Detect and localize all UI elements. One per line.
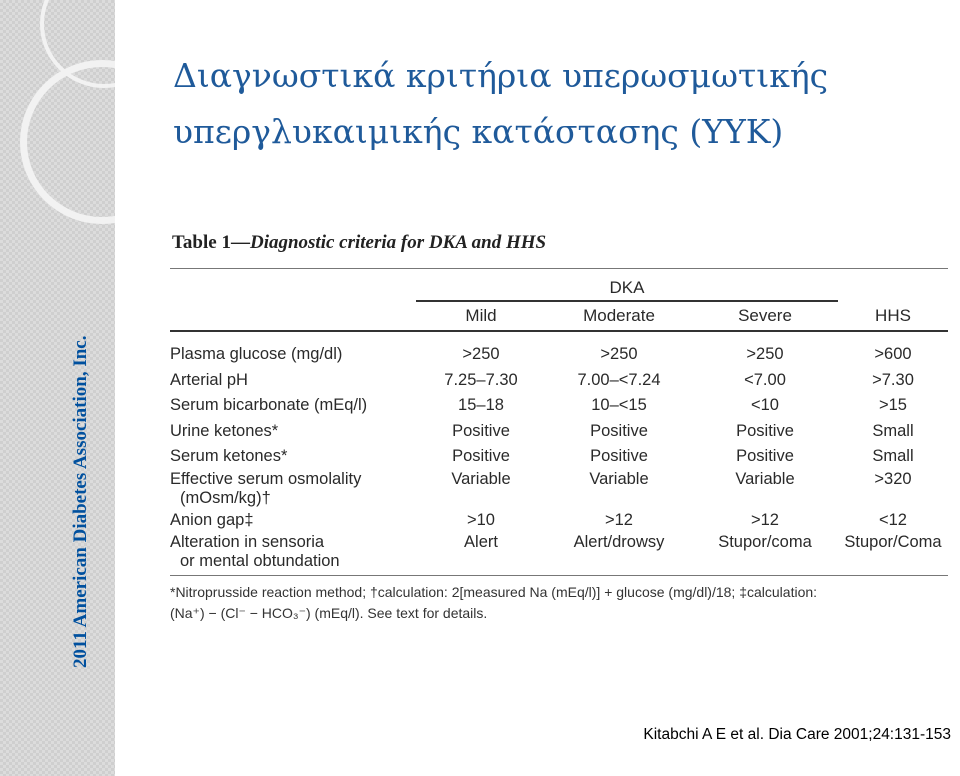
copyright-vertical-text: 2011 American Diabetes Association, Inc. xyxy=(70,335,91,668)
citation: Kitabchi A E et al. Dia Care 2001;24:131-153 xyxy=(643,726,951,743)
table-bottom-rule xyxy=(170,575,948,576)
table-row xyxy=(170,533,948,571)
table-cell: >250 xyxy=(462,345,500,364)
table-cell: Positive xyxy=(452,421,510,440)
table-row xyxy=(170,444,948,470)
row-label-continuation: or mental obtundation xyxy=(180,552,340,570)
table-top-rule xyxy=(170,268,948,269)
row-label-text: Serum bicarbonate (mEq/l) xyxy=(170,396,368,415)
table-row xyxy=(170,342,948,368)
table-cell: >250 xyxy=(746,345,784,364)
table-row xyxy=(170,419,948,445)
table-cell: >320 xyxy=(874,469,912,488)
row-label-text: Serum ketones* xyxy=(170,447,288,466)
slide-title xyxy=(173,48,943,160)
table-cell: 7.25–7.30 xyxy=(444,370,518,389)
empty-cell xyxy=(170,275,416,301)
table-cell: 10–<15 xyxy=(591,396,647,415)
table-row xyxy=(170,393,948,419)
table-cell: Alert/drowsy xyxy=(573,533,665,551)
row-label xyxy=(170,419,416,445)
table-caption-text: Diagnostic criteria for DKA and HHS xyxy=(249,232,547,253)
empty-cell xyxy=(838,275,948,301)
empty-header xyxy=(170,301,416,331)
row-label xyxy=(170,508,416,534)
table-caption xyxy=(172,232,948,254)
table-footnote xyxy=(170,582,948,624)
diagnostic-criteria-table-block xyxy=(170,232,948,624)
slide-title-line1: Διαγνωστικά κριτήρια υπερωσμωτικής xyxy=(173,56,829,95)
footnote-line1: *Nitroprusside reaction method; †calculation: 2[measured Na (mEq/l)] + glucose (mg/dl)/18; ‡calculation: xyxy=(170,584,818,600)
row-label-text: Alteration in sensoria xyxy=(170,533,325,551)
table-cell: Stupor/Coma xyxy=(844,533,942,551)
table-cell: Stupor/coma xyxy=(718,533,812,551)
table-caption-number: Table 1— xyxy=(172,232,250,253)
table-cell: >10 xyxy=(467,510,495,529)
column-header-mild: Mild xyxy=(416,301,546,331)
row-label-continuation: (mOsm/kg)† xyxy=(180,488,271,507)
column-header-hhs: HHS xyxy=(838,301,948,331)
row-label-text: Plasma glucose (mg/dl) xyxy=(170,345,343,364)
column-header-moderate: Moderate xyxy=(546,301,692,331)
table-cell: Alert xyxy=(464,533,498,551)
table-cell: >7.30 xyxy=(872,370,914,389)
decorative-circle xyxy=(40,0,115,88)
table-cell: Variable xyxy=(735,469,795,488)
table-cell: <12 xyxy=(879,510,907,529)
row-label-text: Arterial pH xyxy=(170,370,248,389)
table-cell: Variable xyxy=(451,469,511,488)
slide-title-line2: υπεργλυκαιμικής κατάστασης (ΥΥΚ) xyxy=(173,112,784,151)
criteria-table xyxy=(170,275,948,571)
row-label-text: Anion gap‡ xyxy=(170,510,254,529)
row-label xyxy=(170,342,416,368)
row-label-text: Urine ketones* xyxy=(170,421,279,440)
table-cell: Positive xyxy=(736,447,794,466)
row-label-text: Effective serum osmolality xyxy=(170,469,362,488)
table-row xyxy=(170,368,948,394)
table-cell: Variable xyxy=(589,469,649,488)
row-label xyxy=(170,533,416,571)
table-cell: >12 xyxy=(751,510,779,529)
table-cell: >12 xyxy=(605,510,633,529)
table-cell: <7.00 xyxy=(744,370,786,389)
table-cell: 7.00–<7.24 xyxy=(577,370,661,389)
row-label xyxy=(170,470,416,508)
group-header-dka: DKA xyxy=(416,275,838,301)
spacer-row xyxy=(170,331,948,342)
table-cell: Small xyxy=(872,447,914,466)
table-cell: Small xyxy=(872,421,914,440)
column-header-severe: Severe xyxy=(692,301,838,331)
table-cell: >15 xyxy=(879,396,907,415)
column-header-row xyxy=(170,301,948,331)
table-cell: Positive xyxy=(590,447,648,466)
table-cell: <10 xyxy=(751,396,779,415)
table-cell: Positive xyxy=(736,421,794,440)
group-header-row xyxy=(170,275,948,301)
table-row xyxy=(170,470,948,508)
table-row xyxy=(170,508,948,534)
table-cell: >600 xyxy=(874,345,912,364)
table-cell: Positive xyxy=(452,447,510,466)
footnote-line2: (Na⁺) − (Cl⁻ − HCO₃⁻) (mEq/l). See text for details. xyxy=(170,605,488,621)
row-label xyxy=(170,444,416,470)
table-cell: 15–18 xyxy=(458,396,504,415)
row-label xyxy=(170,393,416,419)
row-label xyxy=(170,368,416,394)
table-body xyxy=(170,342,948,571)
table-cell: >250 xyxy=(600,345,638,364)
decorative-sidebar xyxy=(0,0,115,776)
table-cell: Positive xyxy=(590,421,648,440)
